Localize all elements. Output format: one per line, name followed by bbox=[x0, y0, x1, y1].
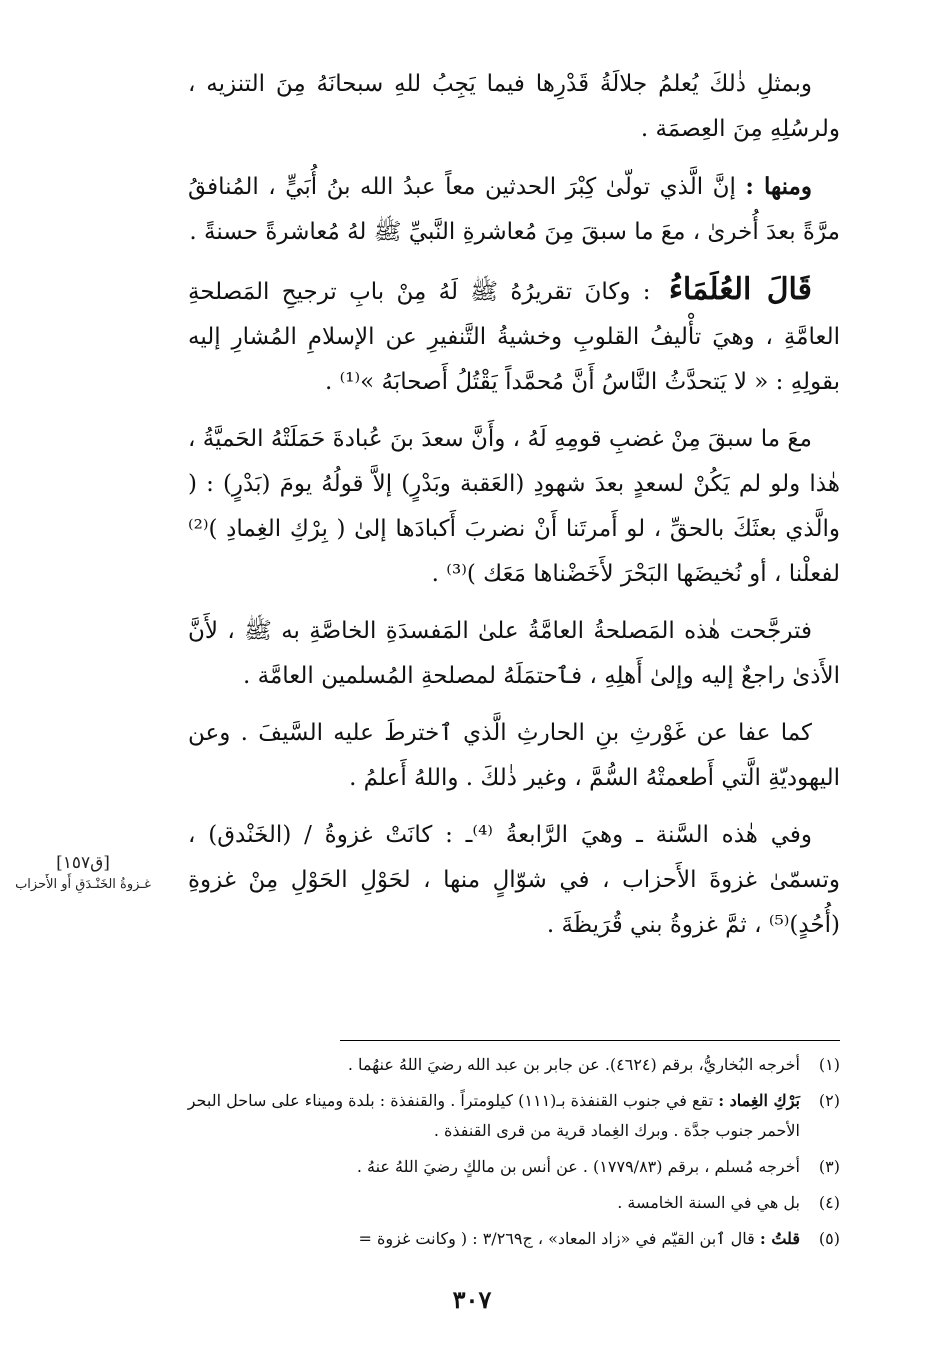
page-number: ٣٠٧ bbox=[452, 1285, 492, 1314]
footnote-number: (١) bbox=[818, 1055, 840, 1074]
footnote-lead: بَرْكِ الغِماد : bbox=[718, 1091, 800, 1110]
footnote-body bbox=[180, 1224, 800, 1254]
footnote-body bbox=[180, 1086, 800, 1146]
footnote-number: (٢) bbox=[818, 1091, 840, 1110]
manuscript-folio-ref: [ق١٥٧] bbox=[56, 853, 110, 873]
footnote-2 bbox=[180, 1086, 840, 1146]
footnote-text: تقع في جنوب القنفذة بـ(١١١) كيلومتراً . والقنفذة : بلدة وميناء على ساحل البحر الأحمر جنوب جدَّة . وبرك الغِماد قرية من قرى القنفذة . bbox=[187, 1091, 800, 1140]
main-text bbox=[188, 62, 840, 960]
paragraph-3-text: : وكانَ تقريرُهُ ﷺ لَهُ مِنْ بابِ ترجيحِ المَصلحةِ العامَّةِ ، وهيَ تأْليفُ القلوبِ وخشيةُ التَّنفيرِ عن الإسلامِ المُشارِ إليه بقولِهِ : « لا يَتحدَّثُ النَّاسُ أَنَّ مُحمَّداً يَقْتُلُ أَصحابَهُ »⁽¹⁾ . bbox=[188, 279, 840, 395]
footnote-text: قال ٱبن القيّم في «زاد المعاد» ، ج٣/٢٦٩ : ( وكانت غزوة = bbox=[358, 1229, 755, 1248]
margin-note-label: غـزوةُ الخَنْـدَقِ أَو الأَحزاب bbox=[15, 877, 151, 892]
paragraph-2 bbox=[188, 164, 840, 255]
footnote-text: أخرجه مُسلم ، برقم (١٧٧٩/٨٣) . عن أنس بن مالكٍ رضيَ اللهُ عنهُ . bbox=[356, 1157, 800, 1176]
margin-note bbox=[8, 852, 158, 896]
paragraph-5: فترجَّحت هٰذه المَصلحةُ العامَّةُ علىٰ المَفسدَةِ الخاصَّةِ به ﷺ ، لأَنَّ الأَذىٰ راجعٌ إليه وإلىٰ أَهلِهِ ، فٱحتمَلَهُ لمصلحةِ المُسلمين العامَّة . bbox=[188, 618, 840, 689]
footnote-5 bbox=[180, 1224, 840, 1254]
paragraph-2-lead: ومنها : bbox=[745, 173, 812, 200]
ulama-heading: قَالَ العُلَمَاءُ bbox=[668, 272, 813, 307]
footnote-text: أخرجه البُخاريُّ، برقم (٤٦٢٤). عن جابر بن عبد الله رضيَ اللهُ عنهُما . bbox=[347, 1055, 800, 1074]
footnotes bbox=[180, 1050, 840, 1260]
footnote-divider bbox=[340, 1040, 840, 1041]
paragraph-3 bbox=[188, 267, 840, 405]
footnote-text: بل هي في السنة الخامسة . bbox=[617, 1193, 800, 1212]
footnote-number: (٥) bbox=[818, 1229, 840, 1248]
footnote-3 bbox=[180, 1152, 840, 1182]
footnote-lead: قلتُ : bbox=[759, 1229, 800, 1248]
paragraph-1: وبمثلِ ذٰلكَ يُعلمُ جلالَةُ قَدْرِها فيما يَجِبُ للهِ سبحانَهُ مِنَ التنزيه ، ولرسُلِهِ مِنَ العِصمَة . bbox=[188, 71, 840, 142]
footnote-1 bbox=[180, 1050, 840, 1080]
paragraph-4: معَ ما سبقَ مِنْ غضبِ قومِهِ لَهُ ، وأَنَّ سعدَ بنَ عُبادةَ حَمَلَتْهُ الحَميَّةُ ، هٰذا ولو لم يَكُنْ لسعدٍ بعدَ شهودِ (العَقبة وبَدْرٍ) إلاَّ قولُهُ يومَ (بَدْرٍ) : ( والَّذي بعثَكَ بالحقِّ ، لو أَمرتَنا أَنْ نضربَ أَكبادَها إلىٰ ( بِرْكِ الغِمادِ )⁽²⁾ لفعلْنا ، أو نُخيضَها البَحْرَ لأَخَضْناها مَعَك )⁽³⁾ . bbox=[188, 426, 840, 587]
paragraph-6: كما عفا عن غَوْرثِ بنِ الحارثِ الَّذي ٱخترطَ عليه السَّيفَ . وعن اليهوديّةِ الَّتي أَطعمتْهُ السُّمَّ ، وغير ذٰلكَ . واللهُ أَعلمُ . bbox=[188, 720, 840, 791]
footnote-number: (٤) bbox=[818, 1193, 840, 1212]
footnote-4 bbox=[180, 1188, 840, 1218]
paragraph-7: وفي هٰذه السَّنة ـ وهيَ الرَّابعةُ ⁽⁴⁾ـ : كانَتْ غزوةُ / (الخَنْدق) ، وتسمّىٰ غزوةَ الأَحزاب ، في شوّالٍ منها ، لحَوْلِ الحَوْلِ مِنْ غزوةِ (أُحُدٍ)⁽⁵⁾ ، ثمَّ غزوةُ بني قُرَيظَةَ . bbox=[188, 822, 840, 938]
paragraph-2-text: إنَّ الَّذي تولّىٰ كِبْرَ الحدثين معاً عبدُ الله بنُ أُبَيٍّ ، المُنافقُ مرَّةً بعدَ أُخرىٰ ، معَ ما سبقَ مِنَ مُعاشرةِ النَّبيِّ ﷺ لهُ مُعاشرةً حسنةً . bbox=[188, 174, 840, 245]
footnote-number: (٣) bbox=[818, 1157, 840, 1176]
